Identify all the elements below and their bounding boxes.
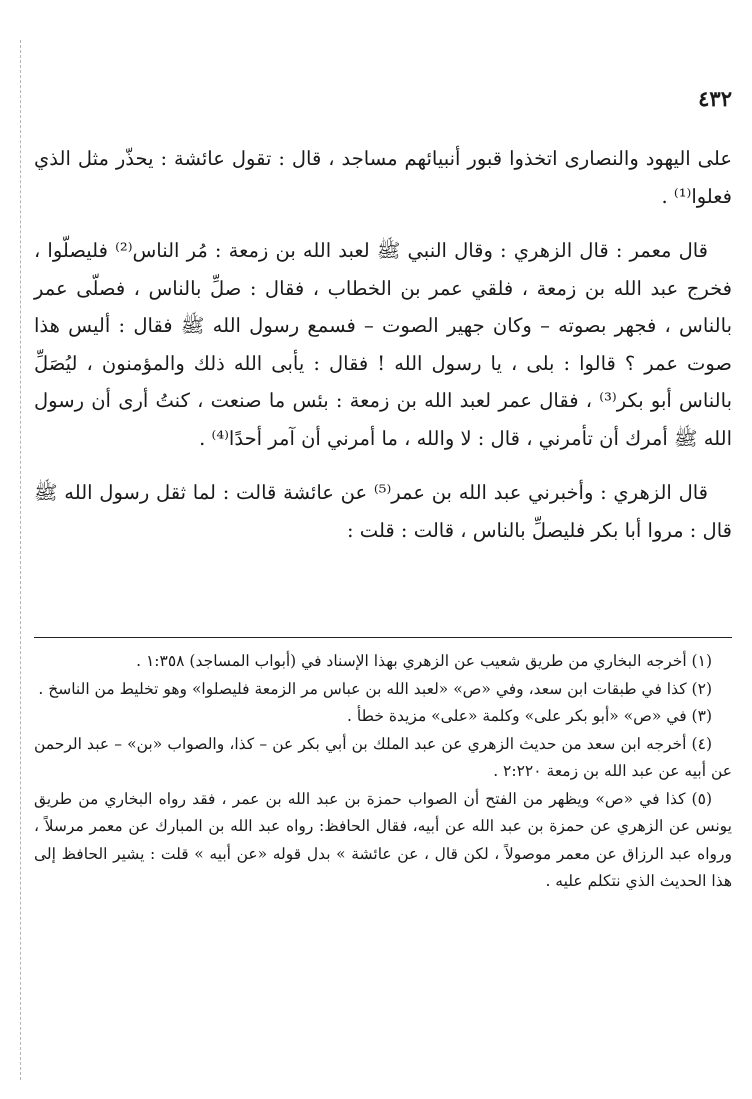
footnote-2: (٢) كذا في طبقات ابن سعد، وفي «ص» «لعبد الله بن عباس مر الزمعة فليصلوا» وهو تخليط من الناسخ . [38,679,712,698]
paragraph-2: قال معمر : قال الزهري : وقال النبي ﷺ لعبد الله بن زمعة : مُر الناس⁽²⁾ فليصلّوا ، فخرج عبد الله بن زمعة ، فلقي عمر بن الخطاب ، فقال : صلِّ بالناس ، فصلّى عمر بالناس ، فجهر بصوته – وكان جهير الصوت – فسمع رسول الله ﷺ فقال : أليس هذا صوت عمر ؟ قالوا : بلى ، يا رسول الله ! فقال : يأبى الله ذلك والمؤمنون ، ليُصَلِّ بالناس أبو بكر⁽³⁾ ، فقال عمر لعبد الله بن زمعة : بئس ما صنعت ، كنتُ أرى أن رسول الله ﷺ أمرك أن تأمرني ، قال : لا والله ، ما أمرني أن آمر أحدًا⁽⁴⁾ . [34,239,732,450]
scan-gutter-line [20,40,21,1080]
footnote-4: (٤) أخرجه ابن سعد من حديث الزهري عن عبد الملك بن أبي بكر عن – كذا، والصواب «بن» – عبد الرحمن عن أبيه عن عبد الله بن زمعة ٢:٢٢٠ . [34,734,732,780]
footnotes [34,648,732,896]
book-page [34,0,732,1099]
footnote-separator [34,637,732,638]
paragraph-1: على اليهود والنصارى اتخذوا قبور أنبيائهم مساجد ، قال : تقول عائشة : يحذّر مثل الذي فعلوا⁽¹⁾ . [34,147,732,208]
footnote-1: (١) أخرجه البخاري من طريق شعيب عن الزهري بهذا الإسناد في (أبواب المساجد) ١:٣٥٨ . [136,652,712,670]
paragraph-3: قال الزهري : وأخبرني عبد الله بن عمر⁽⁵⁾ عن عائشة قالت : لما ثقل رسول الله ﷺ قال : مروا أبا بكر فليصلِّ بالناس ، قالت : قلت : [34,481,732,542]
footnote-5: (٥) كذا في «ص» ويظهر من الفتح أن الصواب حمزة بن عبد الله بن عمر ، فقد رواه البخاري من طريق يونس عن الزهري عن حمزة بن عبد الله عن أبيه، فقال الحافظ: رواه عبد الله بن المبارك عن معمر مرسلاً ، ورواه عبد الرزاق عن معمر موصولاً ، لكن قال ، عن عائشة » بدل قوله «عن أبيه » قلت : يشير الحافظ إلى هذا الحديث الذي نتكلم عليه . [34,789,733,890]
page-number: ٤٣٢ [698,86,732,111]
main-text [34,140,732,566]
footnote-3: (٣) في «ص» «أبو بكر على» وكلمة «على» مزيدة خطأ . [347,707,712,725]
